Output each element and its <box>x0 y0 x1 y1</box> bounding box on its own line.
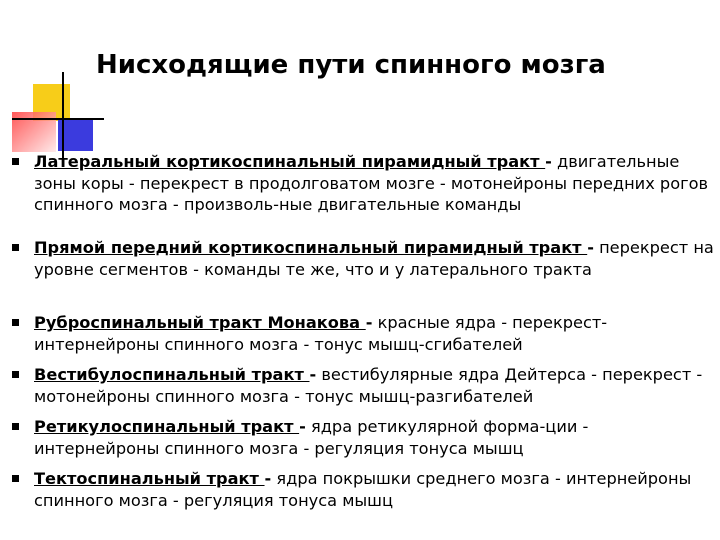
bullet-text: двигательные зоны коры - перекрест в продолговатом мозге - мотонейроны передних рогов спинного мозга - произволь-ные двигательные команды <box>34 152 709 215</box>
bullet-term: Прямой передний кортикоспинальный пирамидный тракт <box>34 238 588 257</box>
bullet-item-vestibulospinal <box>0 364 714 416</box>
bullet-text: перекрест на уровне сегментов - команды те же, что и у латерального тракта <box>34 238 714 279</box>
bullet-item-reticulospinal <box>0 416 714 468</box>
bullet-term: Вестибулоспинальный тракт <box>34 365 310 384</box>
bullet-item-lateral-corticospinal <box>0 151 714 237</box>
decorative-horizontal-line <box>12 118 104 120</box>
bullet-term: Тектоспинальный тракт <box>34 469 265 488</box>
bullet-text: ядра покрышки среднего мозга - интернейроны спинного мозга - регуляция тонуса мышц <box>34 469 692 510</box>
bullet-separator: - <box>264 469 272 488</box>
bullet-separator: - <box>299 417 306 436</box>
bullet-term: Латеральный кортикоспинальный пирамидный тракт <box>34 152 546 171</box>
bullet-text: красные ядра - перекрест- интернейроны спинного мозга - тонус мышц-сгибателей <box>34 313 608 354</box>
bullet-square-icon <box>12 319 19 326</box>
bullet-square-icon <box>12 244 19 251</box>
bullet-list <box>0 151 720 520</box>
bullet-square-icon <box>12 475 19 482</box>
bullet-item-anterior-corticospinal <box>0 237 714 312</box>
slide-title: Нисходящие пути спинного мозга <box>96 50 606 80</box>
bullet-term: Руброспинальный тракт Монакова <box>34 313 366 332</box>
bullet-separator: - <box>587 238 594 257</box>
bullet-separator: - <box>365 313 373 332</box>
bullet-term: Ретикулоспинальный тракт <box>34 417 300 436</box>
bullet-separator: - <box>309 365 317 384</box>
bullet-separator: - <box>545 152 552 171</box>
bullet-item-rubrospinal <box>0 312 714 364</box>
bullet-square-icon <box>12 371 19 378</box>
bullet-text: вестибулярные ядра Дейтерса - перекрест - мотонейроны спинного мозга - тонус мышц-разгибателей <box>34 365 703 406</box>
bullet-square-icon <box>12 158 19 165</box>
bullet-square-icon <box>12 423 19 430</box>
bullet-text: ядра ретикулярной форма-ции - интернейроны спинного мозга - регуляция тонуса мышц <box>34 417 589 458</box>
bullet-item-tectospinal <box>0 468 714 520</box>
